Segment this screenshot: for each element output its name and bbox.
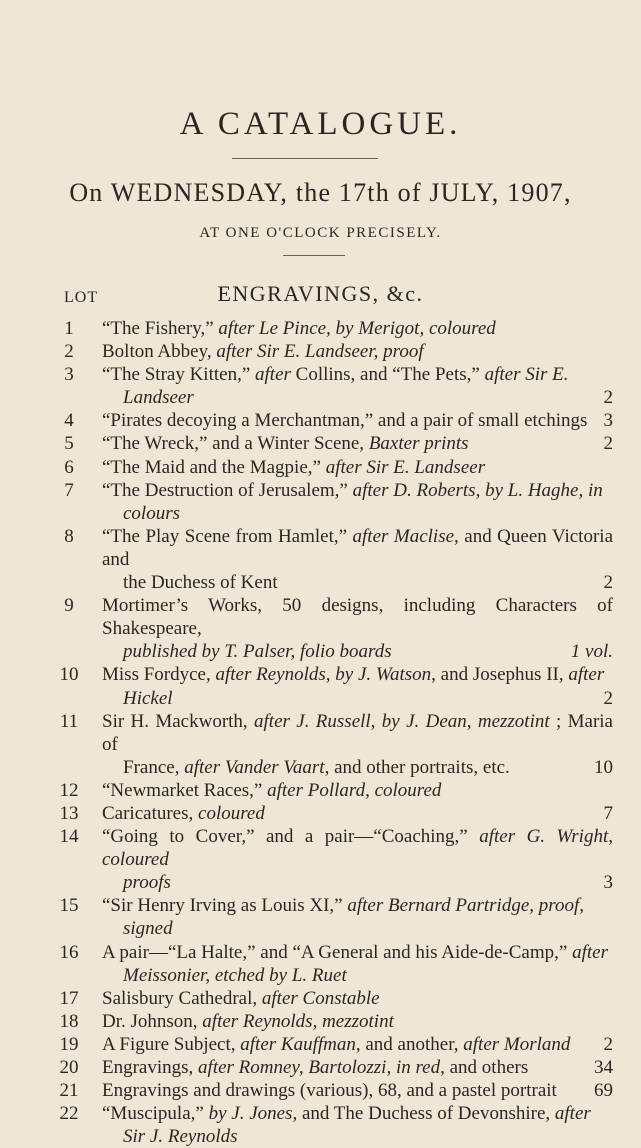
lot-description — [102, 710, 613, 779]
lot-number: 8 — [64, 525, 74, 547]
lot-entry — [0, 479, 641, 525]
section-divider — [283, 255, 345, 256]
sale-date: On WEDNESDAY, the 17th of JULY, 1907, — [69, 178, 572, 207]
lot-description — [102, 1033, 613, 1056]
lot-number: 2 — [64, 341, 74, 363]
lot-entry — [0, 432, 641, 455]
lot-number: 19 — [59, 1033, 79, 1055]
lot-description-line: Meissonier, etched by L. Ruet — [123, 964, 347, 986]
lot-number: 21 — [59, 1080, 79, 1102]
lot-quantity: 3 — [603, 410, 613, 432]
lot-description-line: Hickel — [123, 687, 173, 709]
lot-description-line: Caricatures, coloured — [102, 802, 265, 824]
lot-entry — [0, 456, 641, 479]
lot-entry — [0, 1033, 641, 1056]
lot-description-line: “Muscipula,” by J. Jones, and The Duchess of Devonshire, after — [102, 1103, 591, 1125]
lot-description-line: A pair—“La Halte,” and “A General and his Aide-de-Camp,” after — [102, 941, 608, 963]
title-divider — [232, 158, 378, 159]
lot-description-line: “Pirates decoying a Merchantman,” and a pair of small etchings — [102, 410, 588, 432]
lot-description — [102, 594, 613, 663]
lot-entry — [0, 594, 641, 663]
lot-entry — [0, 363, 641, 409]
lot-description — [102, 779, 613, 802]
lot-description-line: “Going to Cover,” and a pair—“Coaching,” after G. Wright, coloured — [102, 826, 613, 871]
lot-description-line: Engravings, after Romney, Bartolozzi, in red, and others — [102, 1057, 529, 1078]
lot-description-line: colours — [123, 502, 180, 524]
lot-description-line: Salisbury Cathedral, after Constable — [102, 987, 380, 1009]
lot-description-line: A Figure Subject, after Kauffman, and another, after Morland — [102, 1033, 571, 1055]
lot-number: 16 — [59, 941, 79, 963]
lot-entry — [0, 894, 641, 940]
lot-description-line: Sir H. Mackworth, after J. Russell, by J. Dean, mezzotint ; Maria of — [102, 710, 613, 755]
lot-entry — [0, 1079, 641, 1102]
lot-number: 20 — [59, 1057, 79, 1078]
lot-description-line: “The Destruction of Jerusalem,” after D. Roberts, by L. Haghe, in — [102, 479, 603, 501]
lot-entry — [0, 1010, 641, 1033]
lot-entry — [0, 1056, 641, 1079]
lot-entry — [0, 1102, 641, 1148]
lot-description — [102, 802, 613, 825]
lot-description-line: “The Fishery,” after Le Pince, by Merigot, coloured — [102, 318, 496, 339]
lot-number: 13 — [59, 802, 79, 824]
lot-entry — [0, 663, 641, 709]
lot-number: 5 — [64, 433, 74, 455]
lot-description-line: published by T. Palser, folio boards — [123, 641, 392, 663]
lot-entry — [0, 802, 641, 825]
lot-quantity: 69 — [594, 1080, 613, 1102]
section-heading: ENGRAVINGS, &c. — [217, 281, 424, 306]
lot-description — [102, 525, 613, 594]
lot-number: 22 — [59, 1103, 79, 1125]
lot-entry — [0, 779, 641, 802]
lot-quantity: 10 — [594, 756, 613, 778]
lot-list — [0, 317, 641, 1148]
lot-entry — [0, 710, 641, 779]
lot-description — [102, 432, 613, 455]
lot-entry — [0, 525, 641, 594]
lot-description-line: “Newmarket Races,” after Pollard, coloured — [102, 779, 442, 801]
lot-number: 6 — [64, 456, 74, 478]
lot-quantity: 2 — [603, 433, 613, 455]
lot-description-line: Landseer — [123, 387, 194, 409]
sale-time: AT ONE O'CLOCK PRECISELY. — [199, 225, 442, 241]
lot-description-line: Miss Fordyce, after Reynolds, by J. Watson, and Josephus II, after — [102, 664, 605, 686]
lot-number: 12 — [59, 779, 79, 801]
lot-description — [102, 1056, 613, 1079]
lot-description — [102, 340, 613, 363]
lot-description-line: Mortimer’s Works, 50 designs, including Characters of Shakespeare, — [102, 595, 613, 640]
lot-entry — [0, 340, 641, 363]
lot-entry — [0, 941, 641, 987]
lot-description — [102, 409, 613, 432]
lot-description — [102, 987, 613, 1010]
lot-number: 10 — [59, 664, 79, 686]
lot-description-line: Dr. Johnson, after Reynolds, mezzotint — [102, 1010, 394, 1032]
lot-column-label: LOT — [64, 289, 99, 306]
lot-quantity: 34 — [594, 1057, 613, 1078]
lot-description-line: “The Wreck,” and a Winter Scene, Baxter prints — [102, 433, 469, 455]
lot-number: 15 — [59, 895, 79, 917]
lot-number: 9 — [64, 595, 74, 617]
lot-description-line: the Duchess of Kent — [123, 572, 278, 594]
lot-number: 3 — [64, 364, 74, 386]
lot-quantity: 2 — [603, 1033, 613, 1055]
lot-description — [102, 894, 613, 940]
page-title: A CATALOGUE. — [179, 106, 462, 142]
lot-description-line: France, after Vander Vaart, and other portraits, etc. — [123, 756, 510, 778]
lot-entry — [0, 987, 641, 1010]
lot-quantity: 2 — [603, 387, 613, 409]
lot-number: 18 — [59, 1010, 79, 1032]
lot-entry — [0, 825, 641, 894]
lot-description — [102, 317, 613, 340]
lot-description — [102, 363, 613, 409]
lot-quantity: 1 vol. — [570, 641, 613, 663]
lot-number: 1 — [64, 318, 74, 339]
lot-number: 14 — [59, 826, 79, 848]
lot-description — [102, 1102, 613, 1148]
lot-description-line: “Sir Henry Irving as Louis XI,” after Bernard Partridge, proof, — [102, 895, 584, 917]
lot-description — [102, 1079, 613, 1102]
lot-quantity: 2 — [603, 572, 613, 594]
lot-description — [102, 1010, 613, 1033]
lot-description — [102, 825, 613, 894]
lot-description-line: “The Maid and the Magpie,” after Sir E. Landseer — [102, 456, 486, 478]
lot-description-line: Sir J. Reynolds — [123, 1126, 238, 1148]
lot-description — [102, 941, 613, 987]
lot-quantity: 3 — [603, 872, 613, 894]
lot-description — [102, 479, 613, 525]
lot-number: 11 — [59, 710, 79, 732]
lot-entry — [0, 409, 641, 432]
lot-description-line: Bolton Abbey, after Sir E. Landseer, proof — [102, 341, 424, 363]
lot-quantity: 2 — [603, 687, 613, 709]
lot-number: 7 — [64, 479, 74, 501]
lot-description-line: Engravings and drawings (various), 68, and a pastel portrait — [102, 1080, 557, 1102]
lot-description-line: signed — [123, 918, 173, 940]
lot-description — [102, 663, 613, 709]
lot-description-line: “The Stray Kitten,” after Collins, and “The Pets,” after Sir E. — [102, 364, 569, 386]
lot-description — [102, 456, 613, 479]
lot-entry — [0, 317, 641, 340]
lot-description-line: “The Play Scene from Hamlet,” after Maclise, and Queen Victoria and — [102, 525, 614, 570]
lot-quantity: 7 — [603, 802, 613, 824]
lot-number: 4 — [64, 410, 74, 432]
lot-description-line: proofs — [123, 872, 171, 894]
lot-number: 17 — [59, 987, 79, 1009]
